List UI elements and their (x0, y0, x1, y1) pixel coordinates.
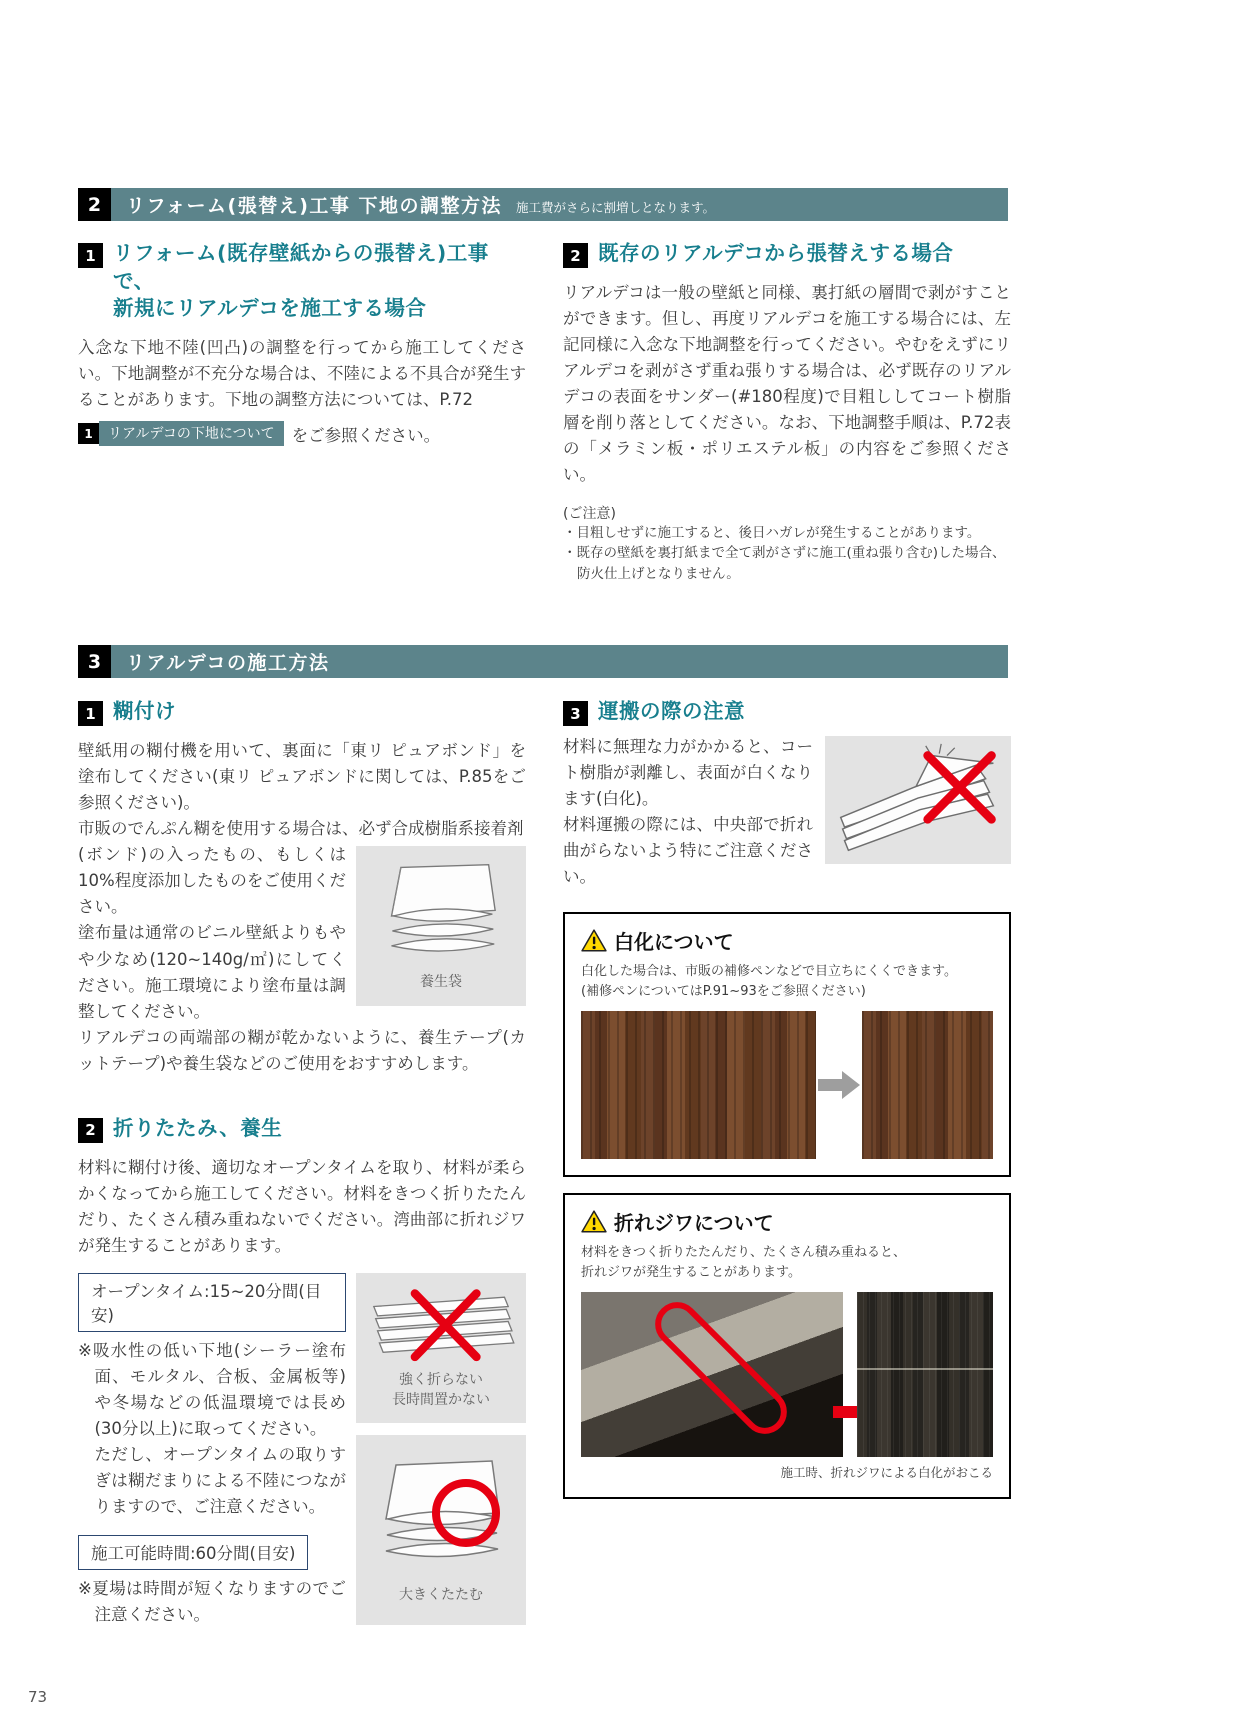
protection-bag-label: 養生袋 (420, 974, 462, 991)
fold-two-column (78, 1273, 526, 1628)
transport-title: 運搬の際の注意 (598, 699, 745, 723)
caution-heading: (ご注意) (563, 505, 616, 522)
whitening-images-row (581, 1011, 993, 1159)
open-time-box: オープンタイム:15~20分間(目安) (78, 1273, 346, 1332)
gray-arrow-icon (816, 1070, 862, 1100)
transport-paragraph-1: 材料に無理な力がかかると、コート樹脂が剥離し、表面が白くなります(白化)。 (563, 737, 813, 809)
paste-and-fold-column (78, 698, 526, 1628)
crease-title-row (581, 1207, 993, 1236)
fig1-caption-line2: 長時間置かない (392, 1392, 490, 1409)
warning-icon (581, 1210, 607, 1234)
fold-text-column (78, 1273, 346, 1628)
transport-heading (563, 698, 1011, 726)
paste-number-badge: 1 (78, 701, 103, 726)
wood-sample-before-photo (581, 1011, 816, 1159)
whitening-line (857, 1368, 993, 1370)
section2-header-band (78, 188, 1008, 221)
reference-tag-number: 1 (78, 423, 99, 444)
warning-icon (581, 929, 607, 953)
section2-title: リフォーム(張替え)工事 下地の調整方法 (126, 195, 503, 217)
section3-title: リアルデコの施工方法 (126, 652, 330, 674)
paste-paragraph-2: 市販のでんぷん糊を使用する場合は、必ず合成樹脂系接着剤 (78, 819, 524, 839)
paste-paragraph-3: (ボンド)の入ったもの、もしくは10%程度添加したものをご使用ください。 (78, 845, 346, 917)
caution-line-3: 防火仕上げとなりません。 (577, 566, 740, 583)
section2-number-badge: 2 (78, 188, 111, 221)
existing-body: リアルデコは一般の壁紙と同様、裏打紙の層間で剥がすことができます。但し、再度リアルデコを施工する場合には、左記同様に入念な下地調整を行ってください。やむをえずにリアルデコを剥がさず重ね張りする場合は、必ず既存のリアルデコの表面をサンダー(#180程度)で目粗ししてコート樹脂層を削り落としてください。なお、下地調整手順は、P.72表の「メラミン板・ポリエステル板」の内容をご参照ください。 (563, 283, 1011, 485)
existing-title: 既存のリアルデコから張替えする場合 (598, 241, 954, 265)
fold-heading (78, 1115, 526, 1143)
whitening-title-row (581, 926, 993, 955)
caution-line-1: ・目粗しせずに施工すると、後日ハガレが発生することがあります。 (563, 524, 981, 541)
tightly-folded-sheets-illustration (366, 1286, 516, 1370)
page-number: 73 (28, 1688, 48, 1706)
section3-header-band (78, 645, 1008, 678)
fold-note-2: ※夏場は時間が短くなりますのでご注意ください。 (78, 1578, 346, 1624)
fig1-caption-line1: 強く折らない (399, 1371, 483, 1388)
whitening-title: 白化について (614, 930, 734, 955)
existing-deco-section (563, 240, 1011, 585)
whitening-warning-box (563, 912, 1011, 1177)
fold-loosely-figure (356, 1435, 526, 1625)
reform-body: 入念な下地不陸(凹凸)の調整を行ってから施工してください。下地調整が不充分な場合は、不陸による不具合が発生することがあります。下地の調整方法については、P.72 (78, 338, 526, 410)
fold-note-1b: ただし、オープンタイムの取りすぎは糊だまりによる不陸につながりますので、ご注意ください。 (94, 1445, 346, 1517)
wood-sample-after-photo (862, 1011, 993, 1159)
reform-title-line1: リフォーム(既存壁紙からの張替え)工事で、 (113, 241, 489, 293)
protection-bag-figure (356, 846, 526, 1006)
transport-column (563, 698, 1011, 1499)
reform-heading (78, 240, 526, 323)
paste-paragraph-1: 壁紙用の糊付機を用いて、裏面に「東リ ピュアボンド」を塗布してください(東リ ピュアボンドに関しては、P.85をご参照ください)。 (78, 741, 526, 813)
reference-tag-suffix: をご参照ください。 (291, 425, 441, 445)
fold-number-badge: 2 (78, 1118, 103, 1143)
transport-number-badge: 3 (563, 701, 588, 726)
fig2-caption: 大きくたたむ (399, 1586, 483, 1603)
caution-line-2: ・既存の壁紙を裏打紙まで全て剥がさずに施工(重ね張り含む)した場合、 (563, 545, 1006, 562)
whitening-desc (581, 962, 993, 1001)
transport-paragraph-2: 材料運搬の際には、中央部で折れ曲がらないよう特にご注意ください。 (563, 815, 813, 887)
fold-body: 材料に糊付け後、適切なオープンタイムを取り、材料が柔らかくなってから施工してください。材料をきつく折りたたんだり、たくさん積み重ねないでください。湾曲部に折れジワが発生することがあります。 (78, 1157, 526, 1255)
spacer (78, 1077, 526, 1115)
bent-material-illustration (830, 742, 1006, 858)
crease-desc (581, 1243, 993, 1282)
section3-number-badge: 3 (78, 645, 111, 678)
crease-images-row (581, 1292, 993, 1457)
fold-note-1a: ※吸水性の低い下地(シーラー塗布面、モルタル、合板、金属板等)や冬場などの低温環境では長め(30分以上)に取ってください。 (78, 1341, 346, 1439)
work-time-box: 施工可能時間:60分間(目安) (78, 1535, 308, 1570)
paste-paragraph-4: 塗布量は通常のビニル壁紙よりもやや少なめ(120~140g/㎡)にしてください。施工環境により塗布量は調整してください。 (78, 923, 346, 1021)
crease-photo-caption: 施工時、折れジワによる白化がおこる (780, 1465, 993, 1481)
do-not-fold-hard-figure (356, 1273, 526, 1423)
whitening-desc-line2: (補修ペンについてはP.91~93をご参照ください) (581, 983, 866, 999)
reform-reference-row (78, 421, 526, 446)
existing-heading (563, 240, 1011, 268)
crease-desc-line1: 材料をきつく折りたたんだり、たくさん積み重ねると、 (581, 1245, 907, 1261)
creased-wood-photo (857, 1292, 993, 1457)
whitening-desc-line1: 白化した場合は、市販の補修ペンなどで目立ちにくくできます。 (581, 964, 957, 980)
folded-material-illustration (371, 860, 511, 972)
reform-section (78, 240, 526, 446)
transport-warning-figure (825, 736, 1011, 864)
crease-title: 折れジワについて (614, 1211, 774, 1236)
folded-material-photo (581, 1292, 843, 1457)
paste-paragraph-5: リアルデコの両端部の糊が乾かないように、養生テープ(カットテープ)や養生袋などのご使用をおすすめします。 (78, 1027, 526, 1073)
loosely-folded-sheets-illustration (366, 1455, 516, 1585)
paste-heading (78, 698, 526, 726)
reform-title (113, 240, 526, 323)
crease-warning-box (563, 1193, 1011, 1499)
reform-title-line2: 新規にリアルデコを施工する場合 (113, 296, 427, 321)
fold-figures-column (356, 1273, 526, 1628)
reform-number-badge: 1 (78, 243, 103, 268)
crease-desc-line2: 折れジワが発生することがあります。 (581, 1264, 801, 1280)
transport-content (563, 734, 1011, 890)
paste-title: 糊付け (113, 699, 176, 723)
reference-tag-label: リアルデコの下地について (99, 421, 284, 446)
section2-subnote: 施工費がさらに割増しとなります。 (516, 200, 716, 215)
existing-number-badge: 2 (563, 243, 588, 268)
red-capsule-annotation (646, 1293, 796, 1443)
fold-title: 折りたたみ、養生 (113, 1115, 283, 1140)
